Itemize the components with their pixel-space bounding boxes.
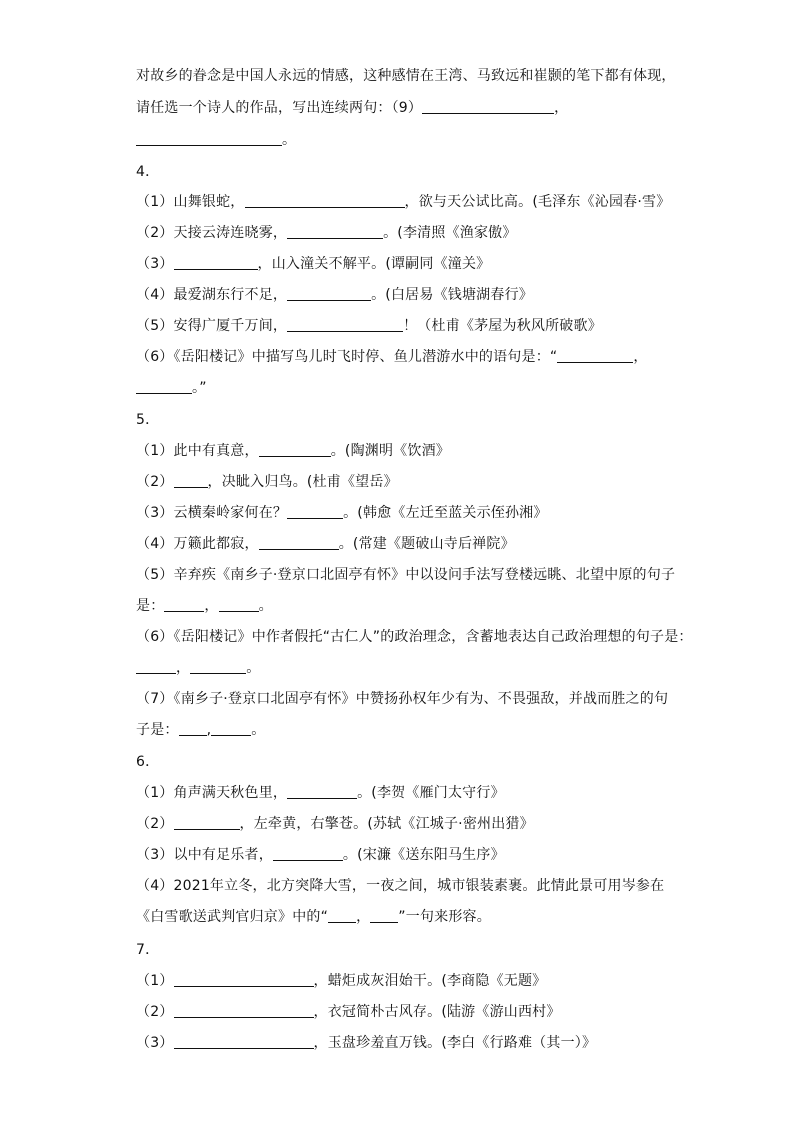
item-text: 是：: [136, 598, 165, 614]
item-text: （4）万籁此都寂，: [136, 536, 259, 552]
q3-period: 。: [282, 132, 297, 148]
q4-item-5: [136, 316, 602, 336]
answer-blank[interactable]: [259, 535, 339, 550]
item-text: ，玉盘珍羞直万钱。(李白《行路难（其一）》: [313, 1035, 597, 1051]
answer-blank[interactable]: [174, 815, 240, 830]
answer-blank[interactable]: [259, 442, 331, 457]
item-text: （1）: [136, 973, 174, 989]
q5-item-7: [136, 689, 668, 709]
item-text: （1）此中有真意，: [136, 443, 259, 459]
answer-blank[interactable]: [273, 846, 343, 861]
q3-text-1: 对故乡的眷念是中国人永远的情感，这种感情在王湾、马致远和崔颢的笔下都有体现，: [136, 68, 676, 84]
item-text: ，左牵黄，右擎苍。(苏轼《江城子·密州出猎》: [239, 816, 534, 832]
q7-number: 7．: [136, 942, 160, 958]
item-text: （2）天接云涛连晓雾，: [136, 225, 288, 241]
q5-item-4: [136, 534, 515, 554]
answer-blank[interactable]: [422, 99, 554, 114]
item-text: 。(常建《题破山寺后禅院》: [338, 536, 515, 552]
item-text: （3）以中有足乐者，: [136, 847, 273, 863]
item-text: 。(李贺《雁门太守行》: [357, 785, 505, 801]
item-text: ，蜡炬成灰泪始干。(李商隐《无题》: [313, 973, 547, 989]
q5-number: 5．: [136, 412, 160, 428]
item-text: （3）云横秦岭家何在？: [136, 505, 288, 521]
answer-blank[interactable]: [174, 972, 314, 987]
item-text: ，: [633, 349, 648, 365]
q3-line-2: [136, 98, 568, 118]
answer-blank[interactable]: [245, 193, 405, 208]
item-text: 。: [246, 660, 261, 676]
item-text: ，: [176, 660, 191, 676]
item-text: 。”: [192, 380, 207, 396]
q5-item-3: [136, 503, 548, 523]
answer-blank[interactable]: [557, 348, 633, 363]
item-text: （4）最爱湖东行不足，: [136, 287, 288, 303]
item-text: （2）: [136, 474, 174, 490]
q7-item-3: [136, 1033, 596, 1053]
q7-item-1: [136, 971, 546, 991]
question-number-4: [136, 162, 159, 182]
item-text: ，: [356, 909, 371, 925]
q6-item-3: [136, 845, 505, 865]
q6-number: 6．: [136, 754, 160, 770]
q5-item-5-cont: [136, 596, 273, 616]
question-number-5: [136, 410, 159, 430]
answer-blank[interactable]: [136, 379, 192, 394]
answer-blank[interactable]: [219, 597, 259, 612]
q4-item-3: [136, 254, 490, 274]
item-text: 。(陶渊明《饮酒》: [330, 443, 450, 459]
answer-blank[interactable]: [287, 504, 343, 519]
q3-line-3: [136, 130, 296, 150]
q5-item-5: [136, 565, 675, 585]
answer-blank[interactable]: [370, 908, 398, 923]
q6-item-4: [136, 876, 664, 896]
q4-item-6-cont: [136, 378, 207, 398]
item-text: （5）安得广厦千万间，: [136, 318, 288, 334]
q6-item-4-cont: [136, 907, 491, 927]
q6-item-1: [136, 783, 505, 803]
q7-item-2: [136, 1002, 561, 1022]
answer-blank[interactable]: [174, 473, 208, 488]
question-number-7: [136, 940, 159, 960]
q4-item-6: [136, 347, 648, 367]
q5-item-7-cont: [136, 720, 265, 740]
item-text: ，山入潼关不解平。(谭嗣同《潼关》: [257, 256, 491, 272]
item-text: （1）山舞银蛇，: [136, 194, 245, 210]
question-number-6: [136, 752, 159, 772]
q4-item-2: [136, 223, 517, 243]
q3-line-1: [136, 66, 676, 86]
item-text: ，决眦入归鸟。(杜甫《望岳》: [207, 474, 398, 490]
item-text: （4）2021年立冬，北方突降大雪，一夜之间，城市银装素裹。此情此景可用岑参在: [136, 878, 665, 894]
answer-blank[interactable]: [287, 317, 403, 332]
q6-item-2: [136, 814, 534, 834]
item-text: 。: [251, 722, 266, 738]
item-text: （7）《南乡子·登京口北固亭有怀》中赞扬孙权年少有为、不畏强敌，并战而胜之的句: [136, 691, 669, 707]
item-text: （6）《岳阳楼记》中描写鸟儿时飞时停、鱼儿潜游水中的语句是：“: [136, 349, 558, 365]
item-text: ，欲与天公试比高。(毛泽东《沁园春·雪》: [404, 194, 671, 210]
q5-item-2: [136, 472, 398, 492]
answer-blank[interactable]: [174, 255, 258, 270]
answer-blank[interactable]: [174, 1003, 314, 1018]
q5-item-1: [136, 441, 450, 461]
item-text: （2）: [136, 816, 174, 832]
q5-item-6: [136, 627, 693, 647]
item-text: （3）: [136, 1035, 174, 1051]
item-text: 。(白居易《钱塘湖春行》: [371, 287, 533, 303]
answer-blank[interactable]: [287, 286, 371, 301]
item-text: ,: [206, 722, 212, 738]
answer-blank[interactable]: [136, 659, 176, 674]
q3-comma: ，: [554, 100, 569, 116]
item-text: （2）: [136, 1004, 174, 1020]
answer-blank[interactable]: [136, 131, 282, 146]
q4-item-1: [136, 192, 670, 212]
answer-blank[interactable]: [287, 224, 383, 239]
item-text: ”一句来形容。: [398, 909, 491, 925]
item-text: ，衣冠简朴古风存。(陆游《游山西村》: [313, 1004, 561, 1020]
answer-blank[interactable]: [328, 908, 356, 923]
q3-text-2: 请任选一个诗人的作品，写出连续两句：（9）: [136, 100, 423, 116]
answer-blank[interactable]: [211, 721, 251, 736]
item-text: 。(李清照《渔家傲》: [383, 225, 517, 241]
q5-item-6-cont: [136, 658, 260, 678]
answer-blank[interactable]: [174, 1034, 314, 1049]
answer-blank[interactable]: [190, 659, 246, 674]
answer-blank[interactable]: [287, 784, 357, 799]
item-text: 。(宋濂《送东阳马生序》: [342, 847, 505, 863]
item-text: ，: [204, 598, 219, 614]
item-text: 子是：: [136, 722, 179, 738]
q4-number: 4．: [136, 164, 160, 180]
q4-item-4: [136, 285, 533, 305]
item-text: 《白雪歌送武判官归京》中的“: [136, 909, 329, 925]
item-text: 。(韩愈《左迁至蓝关示侄孙湘》: [343, 505, 548, 521]
item-text: （1）角声满天秋色里，: [136, 785, 288, 801]
item-text: （5）辛弃疾《南乡子·登京口北固亭有怀》中以设问手法写登楼远眺、北望中原的句子: [136, 567, 676, 583]
answer-blank[interactable]: [179, 721, 207, 736]
answer-blank[interactable]: [164, 597, 204, 612]
item-text: 。: [258, 598, 273, 614]
item-text: （3）: [136, 256, 174, 272]
item-text: ！（杜甫《茅屋为秋风所破歌》: [403, 318, 602, 334]
item-text: （6）《岳阳楼记》中作者假托“古仁人”的政治理念，含蓄地表达自己政治理想的句子是：: [136, 629, 693, 645]
